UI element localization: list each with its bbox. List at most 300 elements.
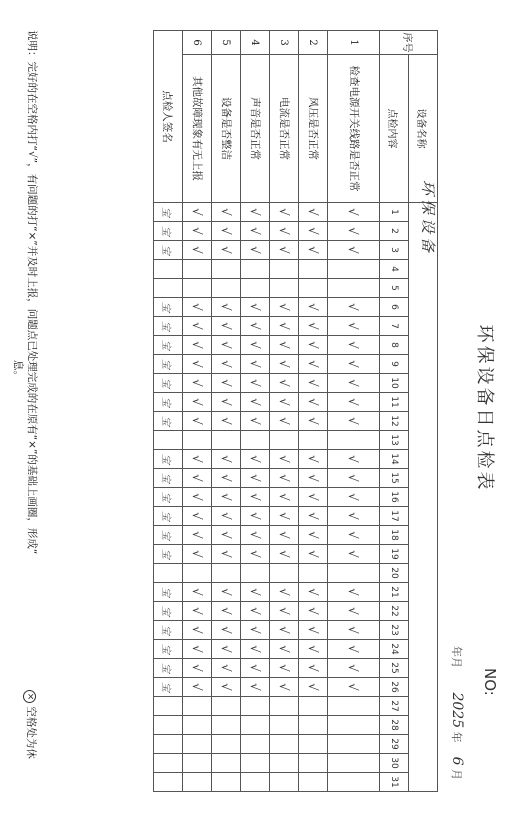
check-cell[interactable]: [241, 393, 270, 412]
check-cell[interactable]: [212, 564, 241, 583]
check-mark-icon: √: [248, 417, 262, 425]
check-cell[interactable]: [183, 640, 212, 659]
check-cell[interactable]: [212, 431, 241, 450]
check-mark-icon: √: [190, 512, 204, 520]
check-mark-icon: √: [277, 607, 291, 615]
check-mark-icon: √: [346, 208, 361, 216]
check-cell[interactable]: [183, 412, 212, 431]
check-cell[interactable]: [328, 279, 380, 298]
check-mark-icon: √: [219, 493, 233, 501]
check-cell[interactable]: [328, 602, 380, 621]
check-mark-icon: √: [306, 398, 320, 406]
check-mark-icon: √: [306, 417, 320, 425]
check-cell[interactable]: [270, 659, 299, 678]
check-cell[interactable]: [241, 488, 270, 507]
serial-number-label: NO:: [481, 668, 499, 696]
signature-cell[interactable]: [154, 374, 183, 393]
check-cell[interactable]: [241, 279, 270, 298]
check-cell[interactable]: [241, 298, 270, 317]
signature-cell[interactable]: [154, 241, 183, 260]
check-cell[interactable]: [241, 526, 270, 545]
check-cell[interactable]: [328, 507, 380, 526]
check-cell[interactable]: [212, 469, 241, 488]
check-mark-icon: √: [248, 322, 262, 330]
check-cell[interactable]: [212, 374, 241, 393]
check-cell[interactable]: [183, 735, 212, 754]
check-mark-icon: √: [219, 303, 233, 311]
signature-cell[interactable]: [154, 355, 183, 374]
check-cell[interactable]: [212, 355, 241, 374]
seq-header: 序号: [380, 31, 438, 55]
check-mark-icon: √: [346, 341, 361, 349]
item-content: 风压是否正常: [299, 55, 328, 203]
check-cell[interactable]: [241, 697, 270, 716]
check-mark-icon: √: [277, 683, 291, 691]
signature-cell[interactable]: [154, 659, 183, 678]
signature-cell[interactable]: [154, 678, 183, 697]
check-cell[interactable]: [183, 450, 212, 469]
check-cell[interactable]: [212, 621, 241, 640]
check-cell[interactable]: [241, 773, 270, 792]
check-cell[interactable]: [328, 241, 380, 260]
check-cell[interactable]: [241, 621, 270, 640]
signature-cell[interactable]: [154, 602, 183, 621]
check-cell[interactable]: [270, 526, 299, 545]
check-cell[interactable]: [270, 773, 299, 792]
check-cell[interactable]: [299, 222, 328, 241]
check-mark-icon: √: [306, 360, 320, 368]
check-cell[interactable]: [270, 621, 299, 640]
check-cell[interactable]: [183, 697, 212, 716]
check-cell[interactable]: [299, 317, 328, 336]
check-mark-icon: √: [306, 626, 320, 634]
circled-x-icon: ×: [23, 690, 36, 703]
check-cell[interactable]: [270, 735, 299, 754]
check-cell[interactable]: [183, 336, 212, 355]
check-cell[interactable]: [183, 241, 212, 260]
check-cell[interactable]: [212, 754, 241, 773]
check-cell[interactable]: [183, 222, 212, 241]
check-cell[interactable]: [328, 640, 380, 659]
check-cell[interactable]: [241, 735, 270, 754]
check-cell[interactable]: [183, 583, 212, 602]
check-mark-icon: √: [346, 455, 361, 463]
signature-cell[interactable]: [154, 222, 183, 241]
check-cell[interactable]: [212, 279, 241, 298]
equip-name-header: 设备名称: [409, 55, 438, 203]
day-header-15: 15: [380, 469, 409, 488]
check-mark-icon: √: [190, 455, 204, 463]
check-mark-icon: √: [248, 341, 262, 349]
check-mark-icon: √: [248, 246, 262, 254]
check-cell[interactable]: [299, 735, 328, 754]
check-mark-icon: √: [219, 474, 233, 482]
check-cell[interactable]: [299, 336, 328, 355]
check-cell[interactable]: [328, 697, 380, 716]
check-cell[interactable]: [328, 488, 380, 507]
check-mark-icon: √: [219, 512, 233, 520]
check-cell[interactable]: [241, 317, 270, 336]
check-cell[interactable]: [299, 279, 328, 298]
inspector-signature: 宝: [160, 397, 172, 407]
check-cell[interactable]: [212, 203, 241, 222]
check-cell[interactable]: [299, 241, 328, 260]
check-cell[interactable]: [328, 545, 380, 564]
signature-cell[interactable]: [154, 621, 183, 640]
check-cell[interactable]: [328, 298, 380, 317]
check-cell[interactable]: [212, 526, 241, 545]
day-header-11: 11: [380, 393, 409, 412]
check-cell[interactable]: [241, 716, 270, 735]
check-cell[interactable]: [270, 754, 299, 773]
check-cell[interactable]: [183, 260, 212, 279]
check-mark-icon: √: [277, 474, 291, 482]
check-cell[interactable]: [270, 203, 299, 222]
check-mark-icon: √: [219, 417, 233, 425]
check-cell[interactable]: [270, 355, 299, 374]
check-cell[interactable]: [183, 279, 212, 298]
check-cell[interactable]: [212, 393, 241, 412]
check-cell[interactable]: [212, 241, 241, 260]
check-cell[interactable]: [328, 336, 380, 355]
check-cell[interactable]: [241, 450, 270, 469]
check-cell[interactable]: [270, 469, 299, 488]
check-cell[interactable]: [299, 773, 328, 792]
check-mark-icon: √: [190, 588, 204, 596]
check-cell[interactable]: [183, 507, 212, 526]
check-cell[interactable]: [299, 507, 328, 526]
check-mark-icon: √: [219, 246, 233, 254]
check-mark-icon: √: [190, 607, 204, 615]
check-cell[interactable]: [241, 241, 270, 260]
check-cell[interactable]: [299, 488, 328, 507]
check-mark-icon: √: [306, 664, 320, 672]
check-cell[interactable]: [183, 602, 212, 621]
check-mark-icon: √: [277, 227, 291, 235]
signature-cell[interactable]: [154, 298, 183, 317]
check-cell[interactable]: [299, 564, 328, 583]
check-cell[interactable]: [270, 583, 299, 602]
check-cell[interactable]: [212, 260, 241, 279]
inspector-signature: 宝: [160, 226, 172, 236]
signature-cell[interactable]: [154, 393, 183, 412]
check-cell[interactable]: [212, 697, 241, 716]
signature-cell[interactable]: [154, 450, 183, 469]
check-cell[interactable]: [328, 355, 380, 374]
check-cell[interactable]: [241, 355, 270, 374]
check-mark-icon: √: [219, 360, 233, 368]
check-mark-icon: √: [306, 227, 320, 235]
check-cell[interactable]: [212, 450, 241, 469]
check-cell[interactable]: [241, 507, 270, 526]
check-cell[interactable]: [241, 545, 270, 564]
check-cell[interactable]: [241, 336, 270, 355]
check-mark-icon: √: [248, 303, 262, 311]
check-cell[interactable]: [183, 431, 212, 450]
check-cell[interactable]: [212, 412, 241, 431]
day-header-10: 10: [380, 374, 409, 393]
check-cell[interactable]: [299, 355, 328, 374]
day-header-30: 30: [380, 754, 409, 773]
day-header-4: 4: [380, 260, 409, 279]
check-cell[interactable]: [270, 640, 299, 659]
check-cell[interactable]: [328, 431, 380, 450]
check-cell[interactable]: [270, 697, 299, 716]
check-cell[interactable]: [328, 526, 380, 545]
check-cell[interactable]: [183, 488, 212, 507]
signature-cell[interactable]: [154, 583, 183, 602]
check-cell[interactable]: [270, 260, 299, 279]
check-cell[interactable]: [183, 773, 212, 792]
check-cell[interactable]: [183, 298, 212, 317]
check-cell[interactable]: [270, 602, 299, 621]
check-cell[interactable]: [328, 678, 380, 697]
check-cell[interactable]: [241, 203, 270, 222]
check-cell[interactable]: [299, 450, 328, 469]
check-cell[interactable]: [299, 754, 328, 773]
check-cell[interactable]: [270, 488, 299, 507]
signature-cell[interactable]: [154, 754, 183, 773]
day-header-14: 14: [380, 450, 409, 469]
signature-cell[interactable]: [154, 564, 183, 583]
signature-cell[interactable]: [154, 412, 183, 431]
check-cell[interactable]: [183, 621, 212, 640]
check-cell[interactable]: [270, 336, 299, 355]
check-mark-icon: √: [277, 493, 291, 501]
signature-cell[interactable]: [154, 279, 183, 298]
signature-cell[interactable]: [154, 469, 183, 488]
check-cell[interactable]: [183, 374, 212, 393]
check-cell[interactable]: [328, 450, 380, 469]
check-cell[interactable]: [299, 393, 328, 412]
check-cell[interactable]: [328, 583, 380, 602]
check-cell[interactable]: [241, 678, 270, 697]
check-cell[interactable]: [299, 260, 328, 279]
check-cell[interactable]: [183, 659, 212, 678]
check-cell[interactable]: [328, 412, 380, 431]
check-cell[interactable]: [241, 564, 270, 583]
check-cell[interactable]: [241, 583, 270, 602]
check-mark-icon: √: [306, 474, 320, 482]
check-cell[interactable]: [270, 564, 299, 583]
check-cell[interactable]: [270, 279, 299, 298]
check-cell[interactable]: [183, 317, 212, 336]
check-cell[interactable]: [299, 602, 328, 621]
inspector-signature: 宝: [160, 606, 172, 616]
check-mark-icon: √: [277, 512, 291, 520]
check-mark-icon: √: [248, 493, 262, 501]
check-cell[interactable]: [270, 716, 299, 735]
inspector-signature: 宝: [160, 663, 172, 673]
check-cell[interactable]: [328, 659, 380, 678]
check-cell[interactable]: [299, 374, 328, 393]
check-cell[interactable]: [299, 621, 328, 640]
check-cell[interactable]: [183, 526, 212, 545]
check-cell[interactable]: [299, 431, 328, 450]
page-title: 环保设备日点检表: [474, 324, 495, 493]
signature-cell[interactable]: [154, 773, 183, 792]
check-cell[interactable]: [212, 659, 241, 678]
check-cell[interactable]: [270, 431, 299, 450]
check-cell[interactable]: [241, 640, 270, 659]
signature-cell[interactable]: [154, 507, 183, 526]
signature-cell[interactable]: [154, 526, 183, 545]
year-label: 年: [450, 731, 463, 743]
check-cell[interactable]: [299, 203, 328, 222]
signature-cell[interactable]: [154, 735, 183, 754]
check-mark-icon: √: [219, 645, 233, 653]
item-seq: 1: [328, 31, 380, 55]
check-cell[interactable]: [270, 374, 299, 393]
check-cell[interactable]: [270, 317, 299, 336]
check-cell[interactable]: [328, 260, 380, 279]
check-mark-icon: √: [190, 493, 204, 501]
check-cell[interactable]: [183, 545, 212, 564]
check-cell[interactable]: [183, 564, 212, 583]
check-cell[interactable]: [328, 317, 380, 336]
check-cell[interactable]: [328, 203, 380, 222]
check-cell[interactable]: [212, 222, 241, 241]
check-cell[interactable]: [212, 317, 241, 336]
check-mark-icon: √: [346, 493, 361, 501]
check-cell[interactable]: [328, 564, 380, 583]
check-cell[interactable]: [328, 773, 380, 792]
check-cell[interactable]: [299, 412, 328, 431]
check-cell[interactable]: [212, 640, 241, 659]
check-mark-icon: √: [219, 455, 233, 463]
check-cell[interactable]: [183, 469, 212, 488]
check-cell[interactable]: [241, 659, 270, 678]
check-mark-icon: √: [248, 227, 262, 235]
check-cell[interactable]: [299, 716, 328, 735]
check-cell[interactable]: [241, 431, 270, 450]
check-mark-icon: √: [190, 664, 204, 672]
check-cell[interactable]: [241, 602, 270, 621]
signature-cell[interactable]: [154, 716, 183, 735]
check-cell[interactable]: [328, 469, 380, 488]
check-cell[interactable]: [270, 222, 299, 241]
check-cell[interactable]: [299, 659, 328, 678]
check-mark-icon: √: [306, 322, 320, 330]
signature-cell[interactable]: [154, 488, 183, 507]
signature-cell[interactable]: [154, 697, 183, 716]
item-content: 声音是否正常: [241, 55, 270, 203]
check-cell[interactable]: [328, 735, 380, 754]
check-cell[interactable]: [241, 754, 270, 773]
check-cell[interactable]: [212, 298, 241, 317]
check-cell[interactable]: [299, 298, 328, 317]
check-cell[interactable]: [328, 621, 380, 640]
signature-cell[interactable]: [154, 203, 183, 222]
check-cell[interactable]: [328, 754, 380, 773]
check-cell[interactable]: [270, 545, 299, 564]
signature-cell[interactable]: [154, 260, 183, 279]
check-mark-icon: √: [190, 645, 204, 653]
day-header-3: 3: [380, 241, 409, 260]
check-cell[interactable]: [270, 393, 299, 412]
check-cell[interactable]: [183, 355, 212, 374]
inspector-signature: 宝: [160, 530, 172, 540]
check-mark-icon: √: [277, 531, 291, 539]
check-cell[interactable]: [328, 393, 380, 412]
check-mark-icon: √: [248, 208, 262, 216]
check-cell[interactable]: [328, 374, 380, 393]
check-cell[interactable]: [183, 716, 212, 735]
inspector-signature: 宝: [160, 378, 172, 388]
signature-cell[interactable]: [154, 640, 183, 659]
day-header-9: 9: [380, 355, 409, 374]
check-cell[interactable]: [212, 336, 241, 355]
inspector-signature: 宝: [160, 245, 172, 255]
check-cell[interactable]: [270, 507, 299, 526]
day-header-16: 16: [380, 488, 409, 507]
check-cell[interactable]: [241, 412, 270, 431]
check-cell[interactable]: [212, 735, 241, 754]
check-cell[interactable]: [183, 678, 212, 697]
check-cell[interactable]: [299, 697, 328, 716]
check-cell[interactable]: [241, 469, 270, 488]
check-cell[interactable]: [328, 716, 380, 735]
check-cell[interactable]: [270, 298, 299, 317]
day-header-21: 21: [380, 583, 409, 602]
check-cell[interactable]: [241, 374, 270, 393]
check-cell[interactable]: [183, 203, 212, 222]
signature-cell[interactable]: [154, 336, 183, 355]
month-label: 月: [450, 769, 463, 781]
check-cell[interactable]: [299, 526, 328, 545]
check-mark-icon: √: [306, 341, 320, 349]
check-cell[interactable]: [299, 583, 328, 602]
check-cell[interactable]: [299, 545, 328, 564]
check-cell[interactable]: [183, 754, 212, 773]
check-cell[interactable]: [299, 678, 328, 697]
check-cell[interactable]: [212, 773, 241, 792]
check-cell[interactable]: [212, 488, 241, 507]
check-cell[interactable]: [183, 393, 212, 412]
signature-cell[interactable]: [154, 431, 183, 450]
inspector-signature: 宝: [160, 302, 172, 312]
inspector-signature: 宝: [160, 682, 172, 692]
check-cell[interactable]: [212, 507, 241, 526]
check-cell[interactable]: [270, 450, 299, 469]
check-mark-icon: √: [277, 455, 291, 463]
check-cell[interactable]: [328, 222, 380, 241]
check-mark-icon: √: [190, 683, 204, 691]
check-mark-icon: √: [346, 398, 361, 406]
check-cell[interactable]: [212, 602, 241, 621]
check-cell[interactable]: [212, 583, 241, 602]
check-cell[interactable]: [299, 469, 328, 488]
check-cell[interactable]: [212, 716, 241, 735]
inspector-signature: 宝: [160, 416, 172, 426]
check-mark-icon: √: [219, 664, 233, 672]
check-cell[interactable]: [212, 678, 241, 697]
check-mark-icon: √: [346, 360, 361, 368]
note-text: 说明：完好的在空格内打“√”，有问题的打“×”并及时上报，问题点已处理完成的在原有“×”的基础上画圈，形成“: [26, 30, 38, 555]
check-cell[interactable]: [241, 222, 270, 241]
check-mark-icon: √: [306, 246, 320, 254]
check-mark-icon: √: [306, 607, 320, 615]
check-cell[interactable]: [270, 678, 299, 697]
item-content: 检查电源开关线路是否正常: [328, 55, 380, 203]
signature-cell[interactable]: [154, 545, 183, 564]
check-cell[interactable]: [241, 260, 270, 279]
check-cell[interactable]: [270, 241, 299, 260]
check-cell[interactable]: [299, 640, 328, 659]
check-cell[interactable]: [212, 545, 241, 564]
check-cell[interactable]: [270, 412, 299, 431]
signature-cell[interactable]: [154, 317, 183, 336]
